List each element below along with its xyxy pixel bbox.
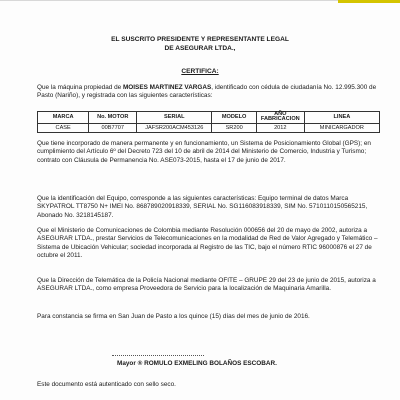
- document-title-line-1: EL SUSCRITO PRESIDENTE Y REPRESENTANTE LEGAL: [111, 36, 289, 43]
- paragraph-owner: [37, 84, 380, 101]
- col-header-linea: LINEA: [304, 112, 379, 124]
- col-header-modelo: MODELO: [212, 112, 256, 124]
- paragraph-gps: Que tiene incorporado de manera permanente y en funcionamiento, un Sistema de Posicionamiento Global (GPS); en cumplimiento del Artículo 6º del Decreto 723 del 10 de abril de 2014 del Ministerio de Comercio, Industria y Turismo; contrato con Cláusula de Permanencia No. ASE073-2015, hasta el 17 de junio de 2017.: [37, 140, 371, 164]
- table-row: [38, 123, 380, 132]
- col-header-marca: MARCA: [38, 112, 89, 124]
- paragraph-police: Que la Dirección de Telemática de la Policía Nacional mediante OFITE – GRUPE 29 del 23 de junio de 2015, autoriza a ASEGURAR LTDA., como empresa Proveedora de Servicio para la localización de Maquinaria Amarilla.: [37, 277, 376, 293]
- cell-modelo: SR200: [212, 123, 256, 132]
- footer-note: Este documento está autenticado con sello seco.: [37, 381, 176, 388]
- cell-anio: 2012: [256, 123, 304, 132]
- vehicle-table-header-row: [38, 112, 380, 124]
- owner-name: MOISES MARTINEZ VARGAS: [122, 84, 212, 91]
- document-title-line-2: DE ASEGURAR LTDA.,: [164, 45, 236, 52]
- letterhead-accent-bar: [338, 0, 400, 3]
- signer-name: Mayor ® ROMULO EXMELING BOLAÑOS ESCOBAR.: [117, 360, 277, 367]
- owner-id-text: , identificado con cédula de ciudadanía No. 12.995.300 de Pasto (Nariño), y registrada con las siguientes características:: [37, 84, 377, 100]
- signature-line: [112, 355, 204, 356]
- col-header-anio: AÑO FABRICACION: [256, 112, 304, 124]
- cell-motor: 00B7707: [89, 123, 137, 132]
- col-header-serial: SERIAL: [137, 112, 212, 124]
- cell-marca: CASE: [38, 123, 89, 132]
- paragraph-signing-date: Para constancia se firma en San Juan de Pasto a los quince (15) días del mes de junio de 2016.: [37, 313, 310, 320]
- cell-linea: MINICARGADOR: [304, 123, 379, 132]
- vehicle-table: [37, 111, 380, 133]
- paragraph-ministry: Que el Ministerio de Comunicaciones de Colombia mediante Resolución 000656 del 20 de mayo de 2002, autoriza a ASEGURAR LTDA., prestar Servicios de Telecomunicaciones en la modalidad de Red de Valor Agregado y Telemático – Sistema de Ubicación Vehicular; sociedad incorporada al Registro de las TIC, bajo el número RTIC 96000876 el 27 de octubre el 2011.: [37, 227, 378, 260]
- owner-intro-text: Que la máquina propiedad de: [37, 84, 123, 91]
- cell-serial: JAFSR200ACM453126: [137, 123, 212, 132]
- paragraph-equipment: Que la identificación del Equipo, corresponde a las siguientes características: Equipo terminal de datos Marca SKYPATROL TT8750 N+ IMEI No. 868789020918339, SERIAL No. SG116083918339, SIM No. 5710110150565215, Abonado No. 3218145187.: [37, 195, 368, 219]
- col-header-motor: No. MOTOR: [89, 112, 137, 124]
- certifica-heading: CERTIFICA:: [181, 68, 219, 75]
